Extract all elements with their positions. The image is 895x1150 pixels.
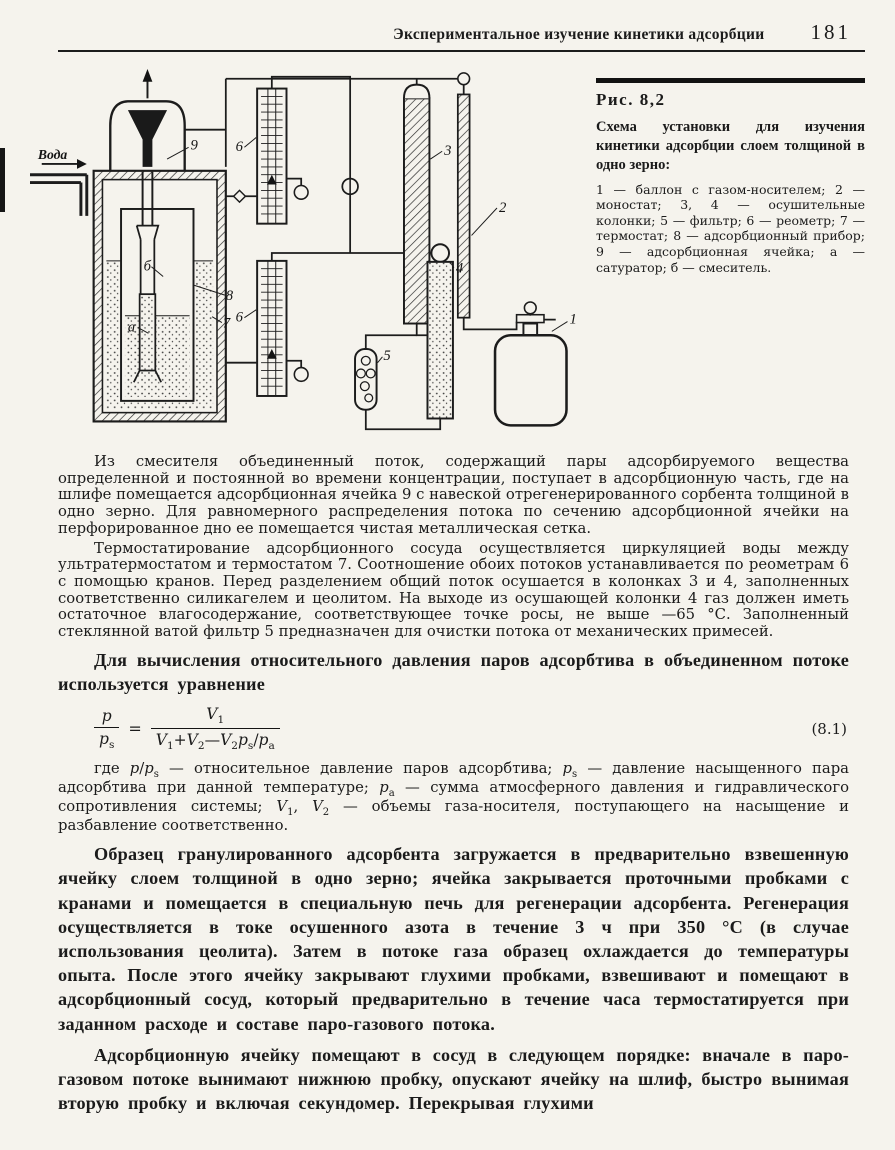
label-7: 7	[222, 315, 231, 332]
scan-edge-artifact	[0, 148, 5, 212]
figure-caption-text: Схема установки для изучения кинетики адсорбции слоем толщиной в одно зерно:	[596, 119, 865, 173]
monostat-valve	[458, 73, 470, 85]
running-title: Экспериментальное изучение кинетики адсорбции	[393, 26, 765, 43]
label-6-bottom: 6	[235, 309, 243, 326]
label-9: 9	[190, 137, 198, 154]
body-text	[58, 454, 865, 1115]
eq-op: —	[204, 731, 221, 750]
drying-column-4	[427, 262, 452, 419]
equation-body	[94, 705, 280, 752]
body-paragraph-3: Для вычисления относительного давления паров адсорбтива в объединенном потоке используется уравнение	[58, 649, 849, 695]
adsorption-cell-funnel	[128, 110, 167, 167]
water-flow-arrow	[77, 159, 87, 169]
label-water: Вода	[37, 147, 68, 163]
equation-rhs-fraction	[151, 705, 280, 752]
eq-sub: s	[108, 738, 115, 751]
eq-sub: 1	[166, 740, 174, 753]
cylinder-handwheel	[524, 302, 536, 314]
body-paragraph-4: где $p/p_s$ — относительное давление паров адсорбтива; $p_s$ — давление насыщенного пара адсорбтива при данной температуре; $p_а$ — сумма атмосферного давления и гидравлического сопротивления системы; $V_1$, $V_2$ — объемы газа-носителя, поступающего на насыщение и разбавление соответственно.	[58, 759, 850, 835]
figure-legend: 1 — баллон с газом-носителем; 2 — моностат; 3, 4 — осушительные колонки; 5 — фильтр; 6 — реометр; 7 — термостат; 8 — адсорбционный прибор; 9 — адсорбционная ячейка; а — сатуратор; б — смеситель.	[596, 181, 865, 275]
equation-equals: =	[128, 719, 142, 739]
gas-train	[355, 73, 566, 425]
label-saturator: а	[127, 319, 136, 336]
label-2: 2	[498, 199, 507, 216]
label-5: 5	[383, 347, 391, 364]
label-3: 3	[444, 143, 452, 160]
eq-var: V	[206, 705, 218, 724]
running-head	[58, 20, 865, 45]
label-6-top: 6	[235, 139, 243, 156]
equation-8-1	[94, 705, 847, 752]
reometer-top	[257, 89, 286, 224]
column-4-bulb	[431, 244, 449, 262]
valve-diamond	[234, 190, 246, 202]
label-mixer: б	[143, 258, 151, 275]
eq-sub: 2	[197, 740, 205, 753]
equation-lhs-fraction	[94, 707, 119, 751]
eq-var: p	[237, 731, 248, 750]
caption-top-bar	[596, 78, 865, 83]
eq-sub: а	[268, 740, 275, 753]
monostat-tube	[455, 94, 470, 317]
eq-op: +	[173, 731, 187, 750]
eq-var: V	[186, 731, 198, 750]
eq-var: p	[258, 731, 269, 750]
adsorption-vessel-assembly	[30, 69, 245, 421]
figure-8-2	[30, 66, 865, 444]
reometer-bottom	[257, 261, 286, 396]
eq-var: p	[101, 706, 112, 725]
body-paragraph-6: Адсорбционную ячейку помещают в сосуд в следующем порядке: вначале в паро-газовом потоке вынимают нижнюю пробку, опускают ячейку на шлиф, быстро вынимая вторую пробку и включая секундомер. Перекрывая глухими	[58, 1044, 849, 1114]
eq-var: V	[220, 731, 232, 750]
page-number: 181	[810, 20, 851, 44]
header-rule	[58, 50, 865, 52]
label-1: 1	[569, 311, 577, 328]
equation-number: (8.1)	[811, 719, 847, 738]
eq-sub: s	[247, 740, 254, 753]
body-paragraph-5: Образец гранулированного адсорбента загружается в предварительно взвешенную ячейку слоем толщиной в одно зерно; ячейка закрывается проточными пробками с кранами и помещается в специальную печь для регенерации адсорбента. Регенерация осуществляется в токе осушенного азота в течение 3 ч при 350 °С (в случае использования цеолита). Затем в потоке газа образец охлаждается до температуры опыта. После этого ячейку закрывают глухими пробками, взвешивают и помещают в адсорбционный сосуд, который предварительно в течение часа термостатируется при заданном расходе и составе паро-газового потока.	[58, 844, 849, 1034]
eq-var: p	[99, 729, 109, 748]
label-8: 8	[225, 288, 234, 305]
eq-var: V	[155, 731, 167, 750]
apparatus-diagram	[30, 66, 590, 444]
eq-sub: 1	[217, 714, 225, 727]
drying-column-3	[404, 98, 429, 323]
flow-out-arrow	[143, 69, 153, 82]
label-4: 4	[455, 260, 464, 277]
cylinder-valve	[517, 315, 544, 323]
eq-op: /	[253, 731, 259, 750]
reometers	[257, 89, 358, 396]
gas-cylinder	[495, 335, 566, 425]
eq-sub: 2	[231, 740, 238, 753]
body-paragraph-1: Из смесителя объединенный поток, содержащий пары адсорбируемого вещества определенной и постоянной во времени концентрации, поступает в адсорбционную часть, где на шлифе помещается адсорбционная ячейка 9 с навеской отрегенерированного сорбента толщиной в одно зерно. Для равномерного распределения потока по сечению адсорбционной ячейки на перфорированное дно ее помещается чистая металлическая сетка.	[58, 453, 849, 537]
figure-label: Рис. 8,2	[596, 90, 666, 109]
figure-caption-block	[596, 66, 865, 444]
body-paragraph-2: Термостатирование адсорбционного сосуда осуществляется циркуляцией воды между ультратермостатом и термостатом 7. Соотношение обоих потоков устанавливается по реометрам 6 с помощью кранов. Перед разделением общий поток осушается в колонках 3 и 4, заполненных соответственно силикагелем и цеолитом. На выходе из осушающей колонки 4 газ должен иметь остаточное влагосодержание, соответствующее точке росы, не выше —65 °С. Заполненный стеклянной ватой фильтр 5 предназначен для очистки потока от механических примесей.	[58, 539, 849, 641]
